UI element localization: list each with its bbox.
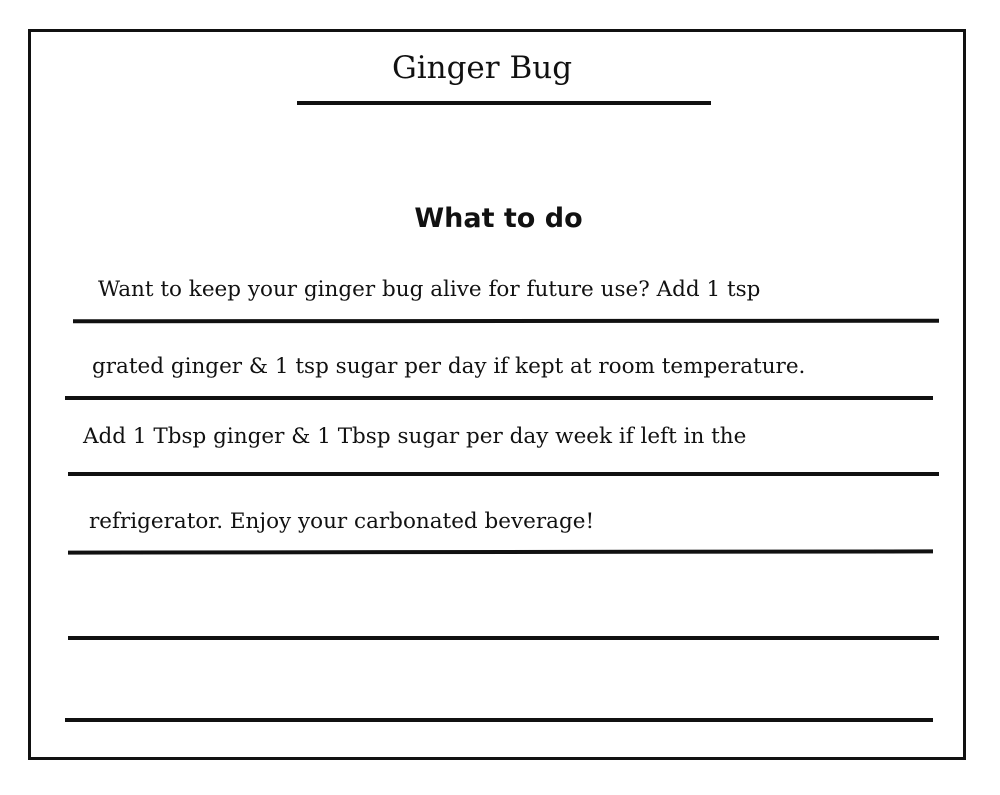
recipe-title: Ginger Bug bbox=[391, 50, 573, 86]
writing-rule-2 bbox=[65, 396, 933, 400]
instruction-line-2: grated ginger & 1 tsp sugar per day if kept at room temperature. bbox=[92, 354, 806, 379]
writing-rule-5 bbox=[68, 636, 939, 640]
writing-rule-1 bbox=[73, 319, 939, 323]
title-underline bbox=[297, 101, 711, 105]
instruction-line-4: refrigerator. Enjoy your carbonated beverage! bbox=[89, 509, 595, 534]
writing-rule-3 bbox=[68, 472, 939, 476]
instruction-line-1: Want to keep your ginger bug alive for future use? Add 1 tsp bbox=[98, 277, 761, 302]
instruction-line-3: Add 1 Tbsp ginger & 1 Tbsp sugar per day week if left in the bbox=[83, 424, 747, 449]
recipe-card bbox=[28, 29, 966, 760]
section-heading: What to do bbox=[414, 203, 583, 234]
writing-rule-6 bbox=[65, 718, 933, 722]
